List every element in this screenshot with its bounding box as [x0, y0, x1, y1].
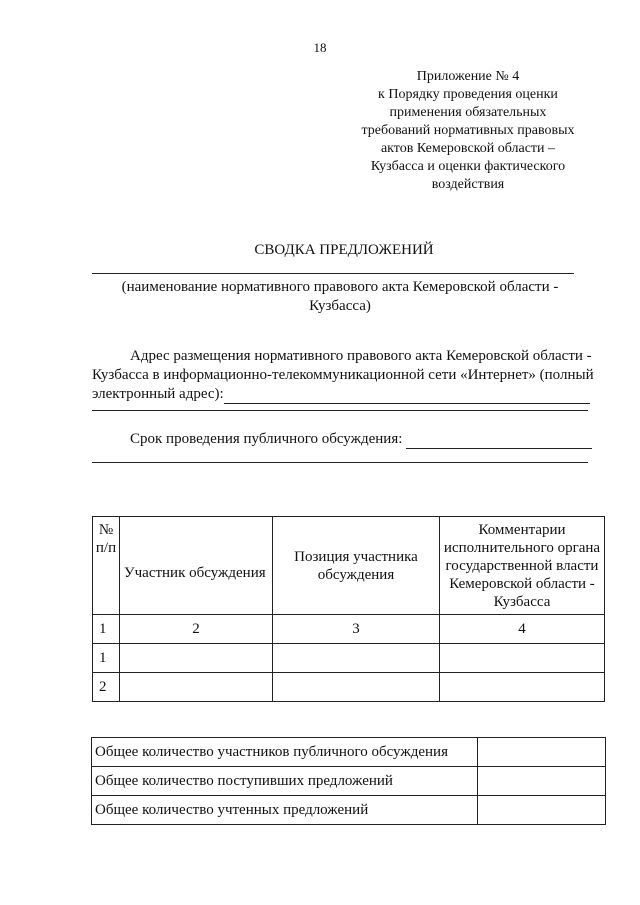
summary-label: Общее количество учтенных предложений — [92, 796, 478, 825]
appendix-line: требований нормативных правовых — [361, 123, 575, 138]
table-header-row — [93, 517, 605, 615]
header-num: № п/п — [93, 517, 120, 615]
page-number: 18 — [313, 40, 327, 55]
appendix-header — [340, 68, 596, 194]
address-paragraph — [92, 347, 598, 404]
summary-table — [91, 737, 606, 825]
position-cell[interactable] — [273, 673, 440, 702]
act-name-caption — [92, 278, 588, 316]
header-comments: Комментарии исполнительного органа государственной власти Кемеровской области - Кузбасса — [440, 517, 605, 615]
appendix-line: применения обязательных — [389, 105, 547, 120]
act-name-caption-line: Кузбасса) — [309, 298, 371, 314]
numbering-cell: 2 — [120, 615, 273, 644]
position-cell[interactable] — [273, 644, 440, 673]
participant-cell[interactable] — [120, 673, 273, 702]
numbering-cell: 3 — [273, 615, 440, 644]
table-row — [93, 644, 605, 673]
address-line: Кузбасса в информационно-телекоммуникационной сети «Интернет» (полный — [92, 367, 594, 383]
address-line: электронный адрес): — [92, 386, 224, 402]
row-number: 1 — [93, 644, 120, 673]
address-blank-field — [224, 388, 590, 404]
summary-row — [92, 796, 606, 825]
summary-row — [92, 738, 606, 767]
table-row — [93, 673, 605, 702]
act-name-blank-line — [92, 273, 574, 274]
document-title: СВОДКА ПРЕДЛОЖЕНИЙ — [254, 242, 434, 258]
proposals-table — [92, 516, 605, 702]
deadline-label: Срок проведения публичного обсуждения: — [130, 431, 403, 447]
participant-cell[interactable] — [120, 644, 273, 673]
comments-cell[interactable] — [440, 644, 605, 673]
header-position: Позиция участника обсуждения — [273, 517, 440, 615]
summary-value-cell[interactable] — [478, 767, 606, 796]
deadline-paragraph — [92, 430, 598, 449]
comments-cell[interactable] — [440, 673, 605, 702]
act-name-caption-line: (наименование нормативного правового акта Кемеровской области - — [121, 279, 559, 295]
summary-value-cell[interactable] — [478, 796, 606, 825]
address-line: Адрес размещения нормативного правового акта Кемеровской области - — [130, 348, 592, 364]
table-numbering-row — [93, 615, 605, 644]
row-number: 2 — [93, 673, 120, 702]
appendix-line: актов Кемеровской области – — [380, 141, 556, 156]
appendix-line: к Порядку проведения оценки — [378, 87, 558, 102]
summary-value-cell[interactable] — [478, 738, 606, 767]
appendix-line: воздействия — [431, 177, 505, 192]
appendix-line: Кузбасса и оценки фактического — [370, 159, 566, 174]
summary-row — [92, 767, 606, 796]
address-blank-line — [92, 410, 588, 411]
deadline-blank-line — [92, 462, 588, 463]
deadline-blank-field — [406, 433, 592, 449]
summary-label: Общее количество поступивших предложений — [92, 767, 478, 796]
summary-label: Общее количество участников публичного обсуждения — [92, 738, 478, 767]
numbering-cell: 4 — [440, 615, 605, 644]
header-participant: Участник обсуждения — [120, 517, 273, 615]
appendix-line: Приложение № 4 — [416, 69, 520, 84]
numbering-cell: 1 — [93, 615, 120, 644]
